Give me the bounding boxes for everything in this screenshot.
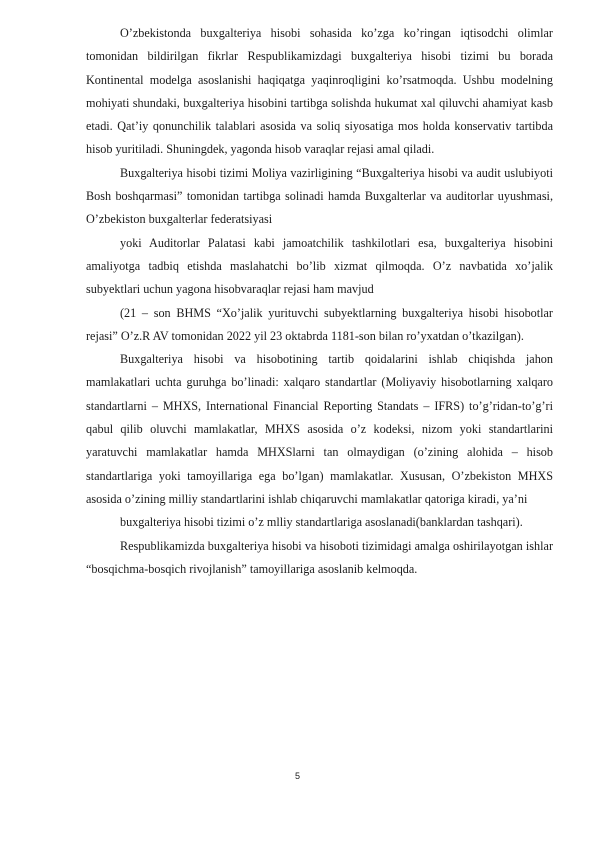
paragraph: O’zbekistonda buxgalteriya hisobi sohasida ko’zga ko’ringan iqtisodchi olimlar tomonidan bildirilgan fikrlar Respublikamizdagi buxgalteriya hisobi tizimi bu borada Kontinental modelga asoslanishi haqiqatga yaqinroqligini ko’rsatmoqda. Ushbu modelning mohiyati shundaki, buxgalteriya hisobini tartibga solishda hukumat xal qiluvchi ahamiyat kasb etadi. Qat’iy qonunchilik talablari asosida va soliq siyosatiga mos holda konservativ tartibda hisob yuritiladi. Shuningdek, yagonda hisob varaqlar rejasi amal qiladi. bbox=[86, 26, 553, 157]
paragraph: buxgalteriya hisobi tizimi o’z mlliy standartlariga asoslanadi(banklardan tashqari). bbox=[120, 515, 523, 530]
paragraph: Respublikamizda buxgalteriya hisobi va hisoboti tizimidagi amalga oshirilayotgan ishlar “bosqichma-bosqich rivojlanish” tamoyillariga asoslanib kelmoqda. bbox=[86, 538, 553, 576]
paragraph: Buxgalteriya hisobi tizimi Moliya vazirligining “Buxgalteriya hisobi va audit uslubiyoti Bosh boshqarmasi” tomonidan tartibga solinadi hamda Buxgalterlar va auditorlar uyushmasi, O’zbekiston buxgalterlar federatsiyasi bbox=[86, 165, 553, 227]
paragraph: (21 – son BHMS “Xo’jalik yurituvchi subyektlarning buxgalteriya hisobi hisobotlar rejasi” O’z.R AV tomonidan 2022 yil 23 oktabrda 1181-son bilan ro’yxatdan o’tkazilgan). bbox=[86, 305, 553, 343]
body-text bbox=[86, 22, 553, 581]
paragraph: yoki Auditorlar Palatasi kabi jamoatchilik tashkilotlari esa, buxgalteriya hisobini amaliyotga tadbiq etishda maslahatchi bo’lib xizmat qilmoqda. O’z navbatida xo’jalik subyektlari uchun yagona hisobvaraqlar rejasi ham mavjud bbox=[86, 235, 553, 297]
page-number: 5 bbox=[294, 771, 300, 781]
paragraph: Buxgalteriya hisobi va hisobotining tartib qoidalarini ishlab chiqishda jahon mamlakatlari uchta guruhga bo’linadi: xalqaro standartlar (Moliyaviy hisobotlarning xalqaro standartlarni – MHXS, International Financial Reporting Standats – IFRS) to’g’ridan-to’g’ri qabul qilib oluvchi mamlakatlar, MHXS asosida o’z kodeksi, nizom yoki standartlarini yaratuvchi mamlakatlar hamda MHXSlarni tan olmaydigan (o’zining alohida – hisob standartlariga yoki tamoyillariga ega bo’lgan) mamlakatlar. Xususan, O’zbekiston MHXS asosida o’zining milliy standartlarini ishlab chiqaruvchi mamlakatlar qatoriga kiradi, ya’ni bbox=[86, 352, 553, 506]
